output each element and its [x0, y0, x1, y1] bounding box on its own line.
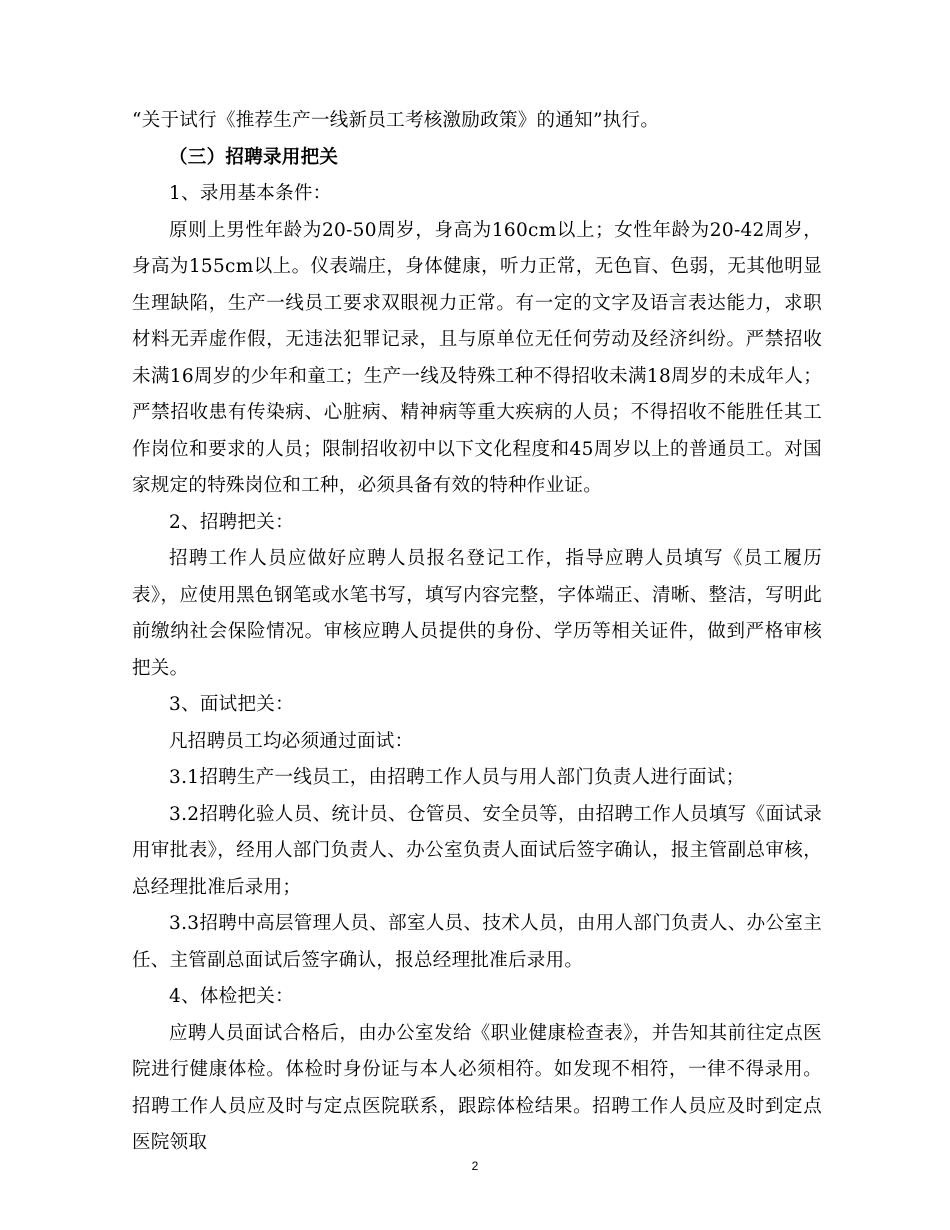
paragraph-recruitment-check: 招聘工作人员应做好应聘人员报名登记工作，指导应聘人员填写《员工履历表》，应使用黑色钢笔或水笔书写，填写内容完整，字体端正、清晰、整洁，写明此前缴纳社会保险情况。审核应聘人员提供的身份、学历等相关证件，做到严格审核把关。	[132, 548, 822, 679]
subheading-interview-check: 3、面试把关：	[169, 694, 294, 715]
paragraph-interview-3-2: 3.2招聘化验人员、统计员、仓管员、安全员等，由招聘工作人员填写《面试录用审批表》，经用人部门负责人、办公室负责人面试后签字确认，报主管副总审核，总经理批准后录用；	[132, 803, 822, 898]
paragraph-notice-continuation: “关于试行《推荐生产一线新员工考核激励政策》的通知”执行。	[132, 110, 660, 131]
page-number: 2	[471, 1159, 479, 1173]
paragraph-medical-check: 应聘人员面试合格后，由办公室发给《职业健康检查表》，并告知其前往定点医院进行健康体检。体检时身份证与本人必须相符。如发现不相符，一律不得录用。招聘工作人员应及时与定点医院联系，跟踪体检结果。招聘工作人员应及时到定点医院领取	[132, 1022, 822, 1153]
paragraph-interview-3-1: 3.1招聘生产一线员工，由招聘工作人员与用人部门负责人进行面试；	[169, 767, 745, 788]
subheading-recruitment-check: 2、招聘把关：	[169, 511, 294, 533]
document-body	[132, 103, 822, 1162]
subheading-medical-check: 4、体检把关：	[169, 986, 294, 1007]
section-heading-recruitment: （三）招聘录用把关	[169, 146, 339, 168]
subheading-basic-conditions: 1、录用基本条件：	[169, 183, 332, 204]
paragraph-interview-intro: 凡招聘员工均必须通过面试：	[169, 730, 414, 752]
paragraph-basic-conditions: 原则上男性年龄为20-50周岁，身高为160cm以上；女性年龄为20-42周岁，身高为155cm以上。仪表端庄，身体健康，听力正常，无色盲、色弱，无其他明显生理缺陷，生产一线员工要求双眼视力正常。有一定的文字及语言表达能力，求职材料无弄虚作假，无违法犯罪记录，且与原单位无任何劳动及经济纠纷。严禁招收未满16周岁的少年和童工；生产一线及特殊工种不得招收未满18周岁的未成年人；严禁招收患有传染病、心脏病、精神病等重大疾病的人员；不得招收不能胜任其工作岗位和要求的人员；限制招收初中以下文化程度和45周岁以上的普通员工。对国家规定的特殊岗位和工种，必须具备有效的特种作业证。	[132, 219, 822, 496]
paragraph-interview-3-3: 3.3招聘中高层管理人员、部室人员、技术人员，由用人部门负责人、办公室主任、主管副总面试后签字确认，报总经理批准后录用。	[132, 913, 822, 971]
